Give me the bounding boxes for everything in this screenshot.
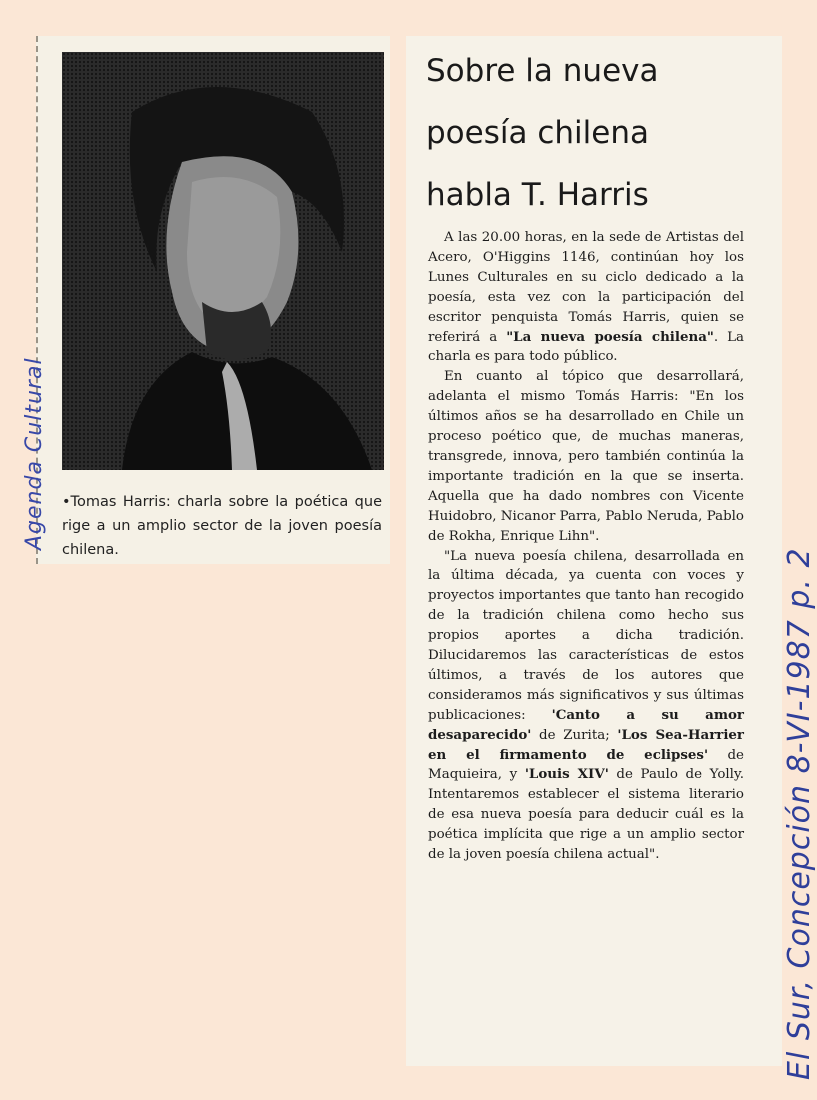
portrait-photo bbox=[62, 52, 384, 470]
article-body bbox=[428, 228, 744, 865]
headline-line-1: Sobre la nueva bbox=[426, 53, 659, 89]
article-paragraph-3: "La nueva poesía chilena, desarrollada en la última década, ya cuenta con voces y proyectos importantes que tanto han recogido de la tradición chilena como hecho sus propios aportes a dicha tradición. Dilucidaremos las características de estos últimos, a través de los autores que consideramos más significativos y sus últimas publicaciones: 'Canto a su amor desaparecido' de Zurita; 'Los Sea-Harrier en el firmamento de eclipses' de Maquieira, y 'Louis XIV' de Paulo de Yolly. Intentaremos establecer el sistema literario de esa nueva poesía para deducir cuál es la poética implícita que rige a un amplio sector de la joven poesía chilena actual". bbox=[428, 548, 744, 863]
headline-line-2: poesía chilena bbox=[426, 115, 649, 151]
portrait-image bbox=[62, 52, 384, 470]
article-paragraph-1: A las 20.00 horas, en la sede de Artistas del Acero, O'Higgins 1146, continúan hoy los Lunes Culturales en su ciclo dedicado a la poesía, esta vez con la participación del escritor penquista Tomás Harris, quien se referirá a "La nueva poesía chilena". La charla es para todo público. bbox=[428, 230, 745, 365]
headline-line-3: habla T. Harris bbox=[426, 177, 649, 213]
handwritten-source-date: El Sur, Concepción 8-VI-1987 p. 2 bbox=[782, 547, 817, 1080]
article-headline bbox=[426, 40, 776, 226]
margin-note-text: Agenda Cultural bbox=[22, 357, 47, 550]
photo-caption: •Tomas Harris: charla sobre la poética que rige a un amplio sector de la joven poesía chilena. bbox=[62, 494, 382, 558]
article-paragraph-2: En cuanto al tópico que desarrollará, adelanta el mismo Tomás Harris: "En los últimos años se ha desarrollado en Chile un proceso poético que, de muchas maneras, transgrede, innova, pero también continúa la importante tradición en la que se inserta. Aquella que ha dado nombres con Vicente Huidobro, Nicanor Parra, Pablo Neruda, Pablo de Rokha, Enrique Lihn". bbox=[428, 369, 744, 544]
handwritten-margin-note bbox=[0, 200, 47, 560]
